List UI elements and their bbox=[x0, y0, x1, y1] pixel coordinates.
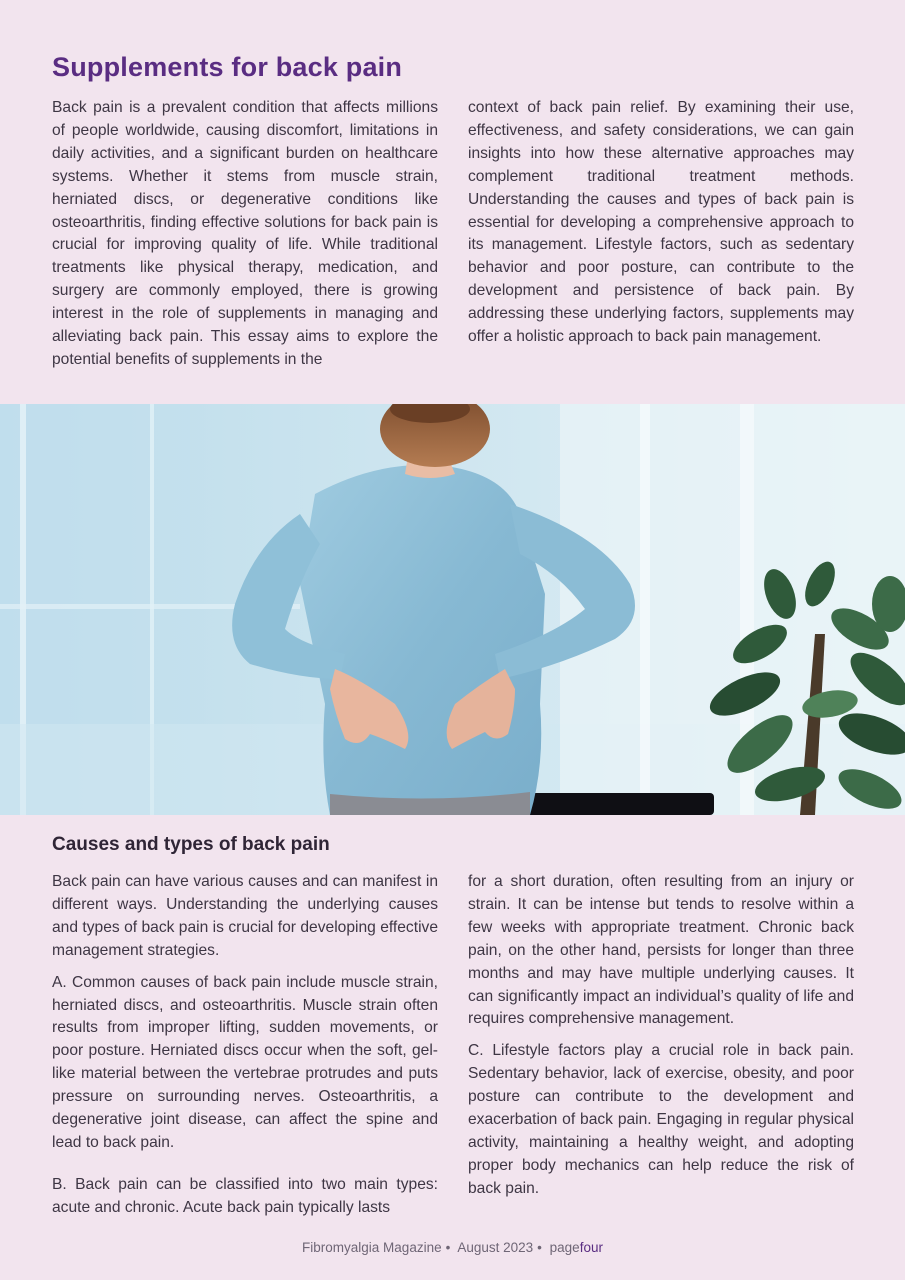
intro-paragraph-left: Back pain is a prevalent condition that affects millions of people worldwide, causing discomfort, limitations in daily activities, and a significant burden on healthcare systems. Whether it stems from muscle strain, herniated discs, or degenerative conditions like osteoarthritis, finding effective solutions for back pain is crucial for improving quality of life. While traditional treatments like physical therapy, medication, and surgery are commonly employed, there is growing interest in the role of supplements in managing and alleviating back pain. This essay aims to explore the potential benefits of supplements in the bbox=[52, 99, 438, 368]
footer-date: August 2023 bbox=[457, 1240, 534, 1255]
section-heading: Causes and types of back pain bbox=[52, 834, 330, 855]
intro-paragraph-right: context of back pain relief. By examining their use, effectiveness, and safety considerations, we can gain insights into how these alternative approaches may complement traditional treatment methods. Understanding the causes and types of back pain is essential for developing a comprehensive approach to its management. Lifestyle factors, such as sedentary behavior and poor posture, can contribute to the development and persistence of back pain. By addressing these underlying factors, supplements may offer a holistic approach to back pain management. bbox=[468, 99, 854, 346]
footer-page-word: four bbox=[579, 1240, 603, 1255]
article-title: Supplements for back pain bbox=[52, 52, 403, 82]
footer-page-prefix: page bbox=[549, 1240, 580, 1255]
body-column-right bbox=[468, 871, 854, 1201]
footer-magazine: Fibromyalgia Magazine bbox=[302, 1240, 442, 1255]
body-column-left bbox=[52, 871, 438, 1220]
body-paragraph: C. Lifestyle factors play a crucial role in back pain. Sedentary behavior, lack of exercise, obesity, and poor posture can contribute to the development and exacerbation of back pain. Engaging in regular physical activity, maintaining a healthy weight, and adopting proper body mechanics can help reduce the risk of back pain. bbox=[468, 1042, 854, 1197]
body-paragraph: for a short duration, often resulting from an injury or strain. It can be intense but tends to resolve within a few weeks with appropriate treatment. Chronic back pain, on the other hand, persists for longer than three months and may have multiple underlying causes. It can significantly impact an individual’s quality of life and requires comprehensive management. bbox=[468, 873, 854, 1028]
intro-column-right bbox=[468, 97, 854, 349]
page-footer: Fibromyalgia Magazine • August 2023 • pagefour bbox=[302, 1240, 603, 1255]
body-paragraph: A. Common causes of back pain include muscle strain, herniated discs, and osteoarthritis. Muscle strain often results from improper lifting, sudden movements, or poor posture. Herniated discs occur when the soft, gel-like material between the vertebrae protrudes and puts pressure on surrounding nerves. Osteoarthritis, a degenerative joint disease, can affect the spine and lead to back pain. bbox=[52, 973, 438, 1151]
intro-column-left bbox=[52, 97, 438, 372]
body-paragraph: Back pain can have various causes and can manifest in different ways. Understanding the underlying causes and types of back pain is crucial for developing effective management strategies. bbox=[52, 873, 438, 959]
body-paragraph: B. Back pain can be classified into two main types: acute and chronic. Acute back pain typically lasts bbox=[52, 1175, 438, 1216]
hero-photo-woman-back-pain bbox=[0, 404, 905, 815]
